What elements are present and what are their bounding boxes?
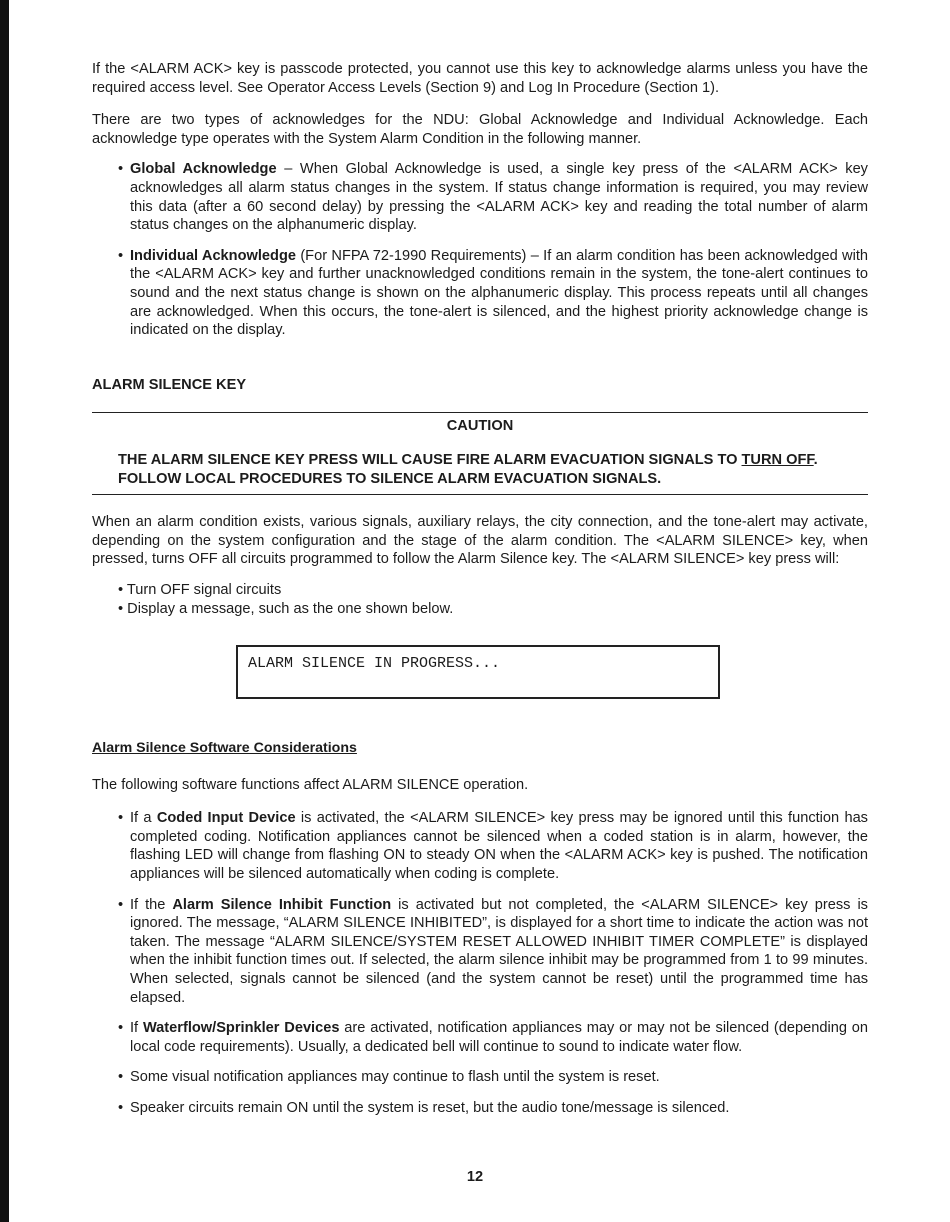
coded-input-term: Coded Input Device bbox=[156, 810, 296, 827]
global-acknowledge-term: Global Acknowledge bbox=[130, 161, 277, 178]
bullet-icon: • bbox=[118, 161, 124, 178]
coded-input-item: • If a Coded Input Device is activated, the <ALARM SILENCE> key press may be ignored until this function has completed coding. Notification appliances cannot be silenced when a coded station is in alarm, however, the flashing LED will change from flashing ON to steady ON when the <ALARM ACK> key is pushed. The notification appliances will be silenced automatically when coding is complete. bbox=[118, 810, 868, 883]
display-message-text: ALARM SILENCE IN PROGRESS... bbox=[248, 655, 501, 673]
alarm-silence-intro: When an alarm condition exists, various signals, auxiliary relays, the city connection, and the tone-alert may activate, depending on the system configuration and the stage of the alarm condition. The <ALARM SILENCE> key, when pressed, turns OFF all circuits programmed to follow the Alarm Silence key. The <ALARM SILENCE> key press will: bbox=[92, 514, 868, 568]
global-acknowledge-text: – When Global Acknowledge is used, a single key press of the <ALARM ACK> key acknowledges all alarm status changes in the system. If status change information is required, you may review this data (after a 60 second delay) by pressing the <ALARM ACK> key and reading the total number of alarm status changes on the alphanumeric display. bbox=[130, 161, 868, 234]
bullet-icon: • bbox=[118, 1020, 124, 1037]
individual-acknowledge-term: Individual Acknowledge bbox=[130, 247, 296, 264]
page-number: 12 bbox=[466, 1169, 484, 1185]
individual-acknowledge-item bbox=[118, 247, 868, 340]
waterflow-term: Waterflow/Sprinkler Devices bbox=[142, 1020, 340, 1037]
display-message-box bbox=[236, 645, 720, 699]
section-title: ALARM SILENCE KEY bbox=[92, 376, 247, 393]
bullet-icon: • bbox=[118, 581, 127, 598]
bullet-icon: • bbox=[118, 1069, 124, 1086]
waterflow-item: • If Waterflow/Sprinkler Devices are activated, notification appliances may or may not be silenced (depending on local code requirements). Usually, a dedicated bell will continue to sound to indicate water flow. bbox=[118, 1020, 868, 1055]
caution-title: CAUTION bbox=[446, 418, 514, 435]
caution-text-part-a: THE ALARM SILENCE KEY PRESS WILL CAUSE FIRE ALARM EVACUATION SIGNALS TO bbox=[118, 451, 742, 468]
bullet-icon: • bbox=[118, 601, 128, 618]
inhibit-function-term: Alarm Silence Inhibit Function bbox=[172, 896, 392, 913]
global-acknowledge-item bbox=[118, 160, 868, 234]
page-edge-shadow bbox=[0, 0, 9, 1222]
caution-text bbox=[118, 451, 842, 488]
caution-text-underlined: TURN OFF bbox=[741, 451, 814, 468]
caution-box bbox=[92, 412, 868, 495]
list-item: • Display a message, such as the one shown below. bbox=[118, 601, 454, 618]
subsection-title: Alarm Silence Software Considerations bbox=[92, 740, 357, 757]
caution-text-part-b: . FOLLOW LOCAL PROCEDURES TO SILENCE ALARM EVACUATION SIGNALS. bbox=[118, 451, 818, 487]
software-intro: The following software functions affect ALARM SILENCE operation. bbox=[92, 776, 529, 793]
speaker-circuits-item: • Speaker circuits remain ON until the system is reset, but the audio tone/message is silenced. bbox=[118, 1099, 730, 1116]
bullet-icon: • bbox=[118, 896, 124, 913]
silence-effects-list bbox=[118, 581, 868, 619]
passcode-paragraph: If the <ALARM ACK> key is passcode protected, you cannot use this key to acknowledge alarms unless you have the required access level. See Operator Access Levels (Section 9) and Log In Procedure (Section 1). bbox=[92, 61, 868, 96]
inhibit-function-item: • If the Alarm Silence Inhibit Function is activated but not completed, the <ALARM SILENCE> key press is ignored. The message, “ALARM SILENCE INHIBITED”, is displayed for a short time to indicate the action was not taken. The message “ALARM SILENCE/SYSTEM RESET ALLOWED INHIBIT TIMER COMPLETE” is displayed when the inhibit function times out. If selected, the alarm silence inhibit may be programmed from 1 to 99 minutes. When selected, signals cannot be silenced (and the system cannot be reset) until the programmed time has elapsed. bbox=[118, 896, 868, 1006]
document-page bbox=[92, 60, 868, 1130]
bullet-icon: • bbox=[118, 1099, 124, 1116]
bullet-icon: • bbox=[118, 810, 124, 827]
acknowledge-types-paragraph: There are two types of acknowledges for the NDU: Global Acknowledge and Individual Acknowledge. Each acknowledge type operates with the System Alarm Condition in the following manner. bbox=[92, 112, 868, 147]
bullet-icon: • bbox=[118, 247, 124, 264]
list-item: • Turn OFF signal circuits bbox=[118, 581, 282, 598]
individual-acknowledge-text: (For NFPA 72-1990 Requirements) – If an alarm condition has been acknowledged with the <ALARM ACK> key and further unacknowledged conditions remain in the system, the tone-alert continues to sound and the next status change is shown on the alphanumeric display. This process repeats until all changes are acknowledged. When this occurs, the tone-alert is silenced, and the highest priority acknowledge change is indicated on the display. bbox=[130, 247, 868, 339]
visual-appliances-item: • Some visual notification appliances may continue to flash until the system is reset. bbox=[118, 1069, 660, 1086]
